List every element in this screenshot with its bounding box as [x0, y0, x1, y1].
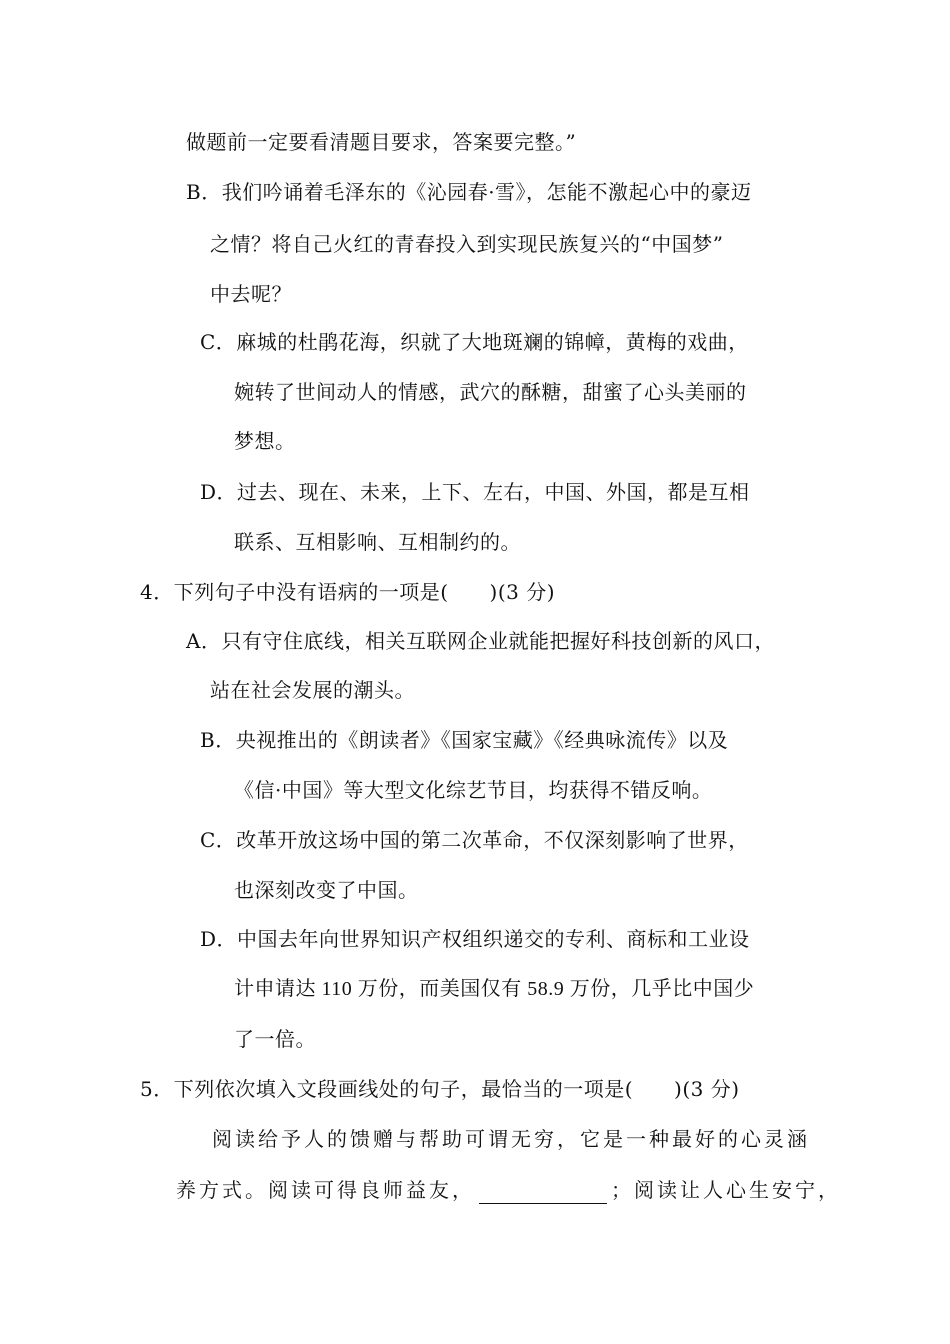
q5-passage-line2-pre: 养方式。阅读可得良师益友，	[176, 1178, 475, 1202]
q4-option-b-line1: B．央视推出的《朗读者》《国家宝藏》《经典咏流传》以及	[200, 728, 729, 752]
q5-passage-line2	[176, 1176, 841, 1204]
q3-option-c-line2: 婉转了世间动人的情感，武穴的酥糖，甜蜜了心头美丽的	[234, 380, 747, 404]
q4-option-c-line2: 也深刻改变了中国。	[234, 878, 419, 902]
q4-option-d-line3: 了一倍。	[234, 1027, 316, 1051]
q4-option-c-line1: C．改革开放这场中国的第二次革命，不仅深刻影响了世界，	[200, 828, 749, 852]
q3-option-b-line3: 中去呢？	[210, 282, 292, 306]
q4-option-b-line2: 《信·中国》等大型文化综艺节目，均获得不错反响。	[234, 778, 713, 802]
q3-option-d-line2: 联系、互相影响、互相制约的。	[234, 530, 521, 554]
q5-passage-line1: 阅读给予人的馈赠与帮助可谓无穷，它是一种最好的心灵涵	[212, 1127, 810, 1151]
q4-option-d-line2: 计申请达 110 万份，而美国仅有 58.9 万份，几乎比中国少	[234, 978, 755, 1000]
q4-stem: 4．下列句子中没有语病的一项是( )(3 分)	[140, 580, 556, 604]
q4-option-a-line2: 站在社会发展的潮头。	[210, 678, 415, 702]
fill-in-blank[interactable]	[479, 1181, 607, 1204]
q5-passage-line2-post: ；阅读让人心生安宁，	[611, 1178, 841, 1202]
q5-stem: 5．下列依次填入文段画线处的句子，最恰当的一项是( )(3 分)	[140, 1077, 740, 1101]
q3-option-d-line1: D．过去、现在、未来，上下、左右，中国、外国，都是互相	[200, 480, 750, 504]
q3-option-c-line3: 梦想。	[234, 429, 296, 453]
q3-option-b-line2: 之情？将自己火红的青春投入到实现民族复兴的“中国梦”	[210, 232, 724, 256]
q4-option-a-line1: A．只有守住底线，相关互联网企业就能把握好科技创新的风口，	[186, 629, 775, 653]
q4-option-d-line1: D．中国去年向世界知识产权组织递交的专利、商标和工业设	[200, 927, 750, 951]
q3-option-c-line1: C．麻城的杜鹃花海，织就了大地斑斓的锦幛，黄梅的戏曲，	[200, 330, 749, 354]
q3-option-a-tail: 做题前一定要看清题目要求，答案要完整。”	[186, 130, 577, 154]
q3-option-b-line1: B．我们吟诵着毛泽东的《沁园春·雪》，怎能不激起心中的豪迈	[186, 180, 752, 204]
